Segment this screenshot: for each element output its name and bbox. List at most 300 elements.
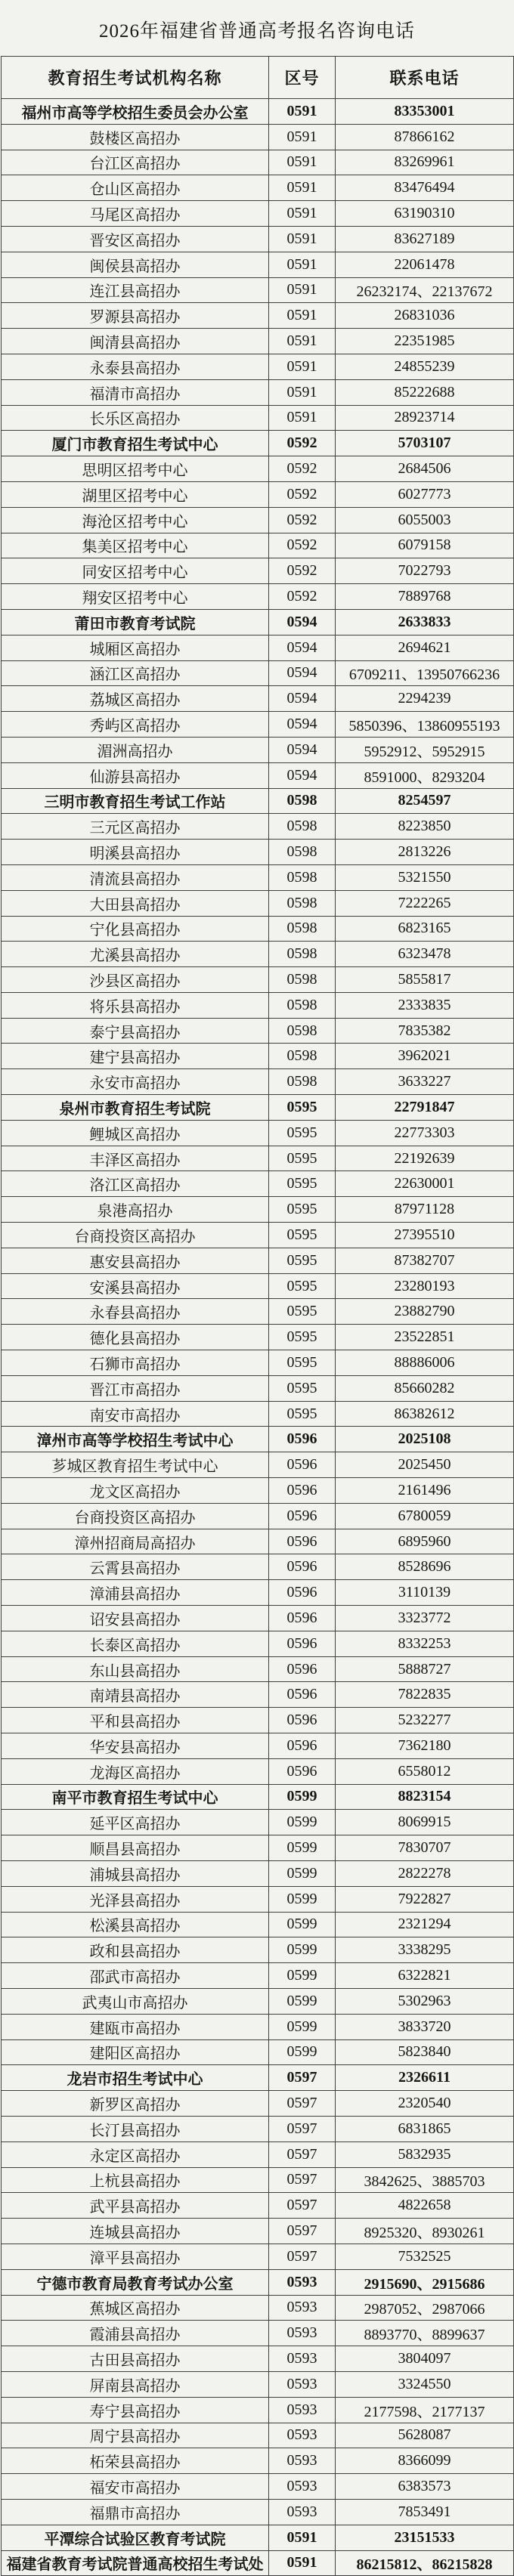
phone-cell: 7222265 [336, 890, 514, 916]
area-code-cell: 0599 [269, 1963, 336, 1989]
phone-cell: 8823154 [336, 1784, 514, 1810]
area-code-cell: 0594 [269, 712, 336, 738]
phone-cell: 83353001 [336, 99, 514, 125]
table-row [2, 762, 514, 788]
phone-cell: 23151533 [336, 2525, 514, 2550]
area-code-cell: 0596 [269, 1733, 336, 1759]
area-code-cell: 0596 [269, 1682, 336, 1708]
phone-cell: 3833720 [336, 2014, 514, 2039]
table-row [2, 814, 514, 840]
area-code-cell: 0598 [269, 840, 336, 865]
area-code-cell: 0593 [269, 2346, 336, 2372]
phone-cell: 4822658 [336, 2193, 514, 2219]
area-code-cell: 0598 [269, 992, 336, 1018]
area-code-cell: 0599 [269, 1784, 336, 1810]
phone-cell: 2915690、2915686 [336, 2269, 514, 2295]
area-code-cell: 0599 [269, 1886, 336, 1912]
org-name-cell: 晋安区高招办 [2, 226, 269, 252]
table-row [2, 1299, 514, 1325]
column-header-org: 教育招生考试机构名称 [2, 57, 269, 99]
area-code-cell: 0593 [269, 2397, 336, 2423]
org-name-cell: 宁德市教育局教育考试办公室 [2, 2269, 269, 2295]
area-code-cell: 0594 [269, 635, 336, 660]
area-code-cell: 0598 [269, 788, 336, 814]
phone-cell: 6895960 [336, 1529, 514, 1554]
table-row [2, 1069, 514, 1095]
phone-cell: 23522851 [336, 1325, 514, 1350]
phone-cell: 22791847 [336, 1095, 514, 1121]
org-name-cell: 将乐县高招办 [2, 992, 269, 1018]
area-code-cell: 0591 [269, 175, 336, 201]
phone-cell: 3324550 [336, 2371, 514, 2397]
org-name-cell: 德化县高招办 [2, 1325, 269, 1350]
phone-cell: 24855239 [336, 354, 514, 379]
area-code-cell: 0595 [269, 1146, 336, 1171]
org-name-cell: 福建省教育考试院普通高校招生考试处 [2, 2550, 269, 2576]
org-name-cell: 秀屿区高招办 [2, 712, 269, 738]
table-row [2, 2448, 514, 2474]
area-code-cell: 0591 [269, 303, 336, 329]
area-code-cell: 0592 [269, 481, 336, 507]
area-code-cell: 0592 [269, 431, 336, 456]
area-code-cell: 0591 [269, 379, 336, 405]
org-name-cell: 龙岩市招生考试中心 [2, 2065, 269, 2091]
table-row [2, 864, 514, 890]
phone-cell: 23882790 [336, 1299, 514, 1325]
area-code-cell: 0594 [269, 609, 336, 635]
org-name-cell: 上杭县高招办 [2, 2167, 269, 2193]
area-code-cell: 0598 [269, 864, 336, 890]
phone-cell: 86215812、86215828 [336, 2550, 514, 2576]
phone-cell: 7830707 [336, 1835, 514, 1861]
table-row [2, 1733, 514, 1759]
area-code-cell: 0592 [269, 533, 336, 558]
phone-cell: 22773303 [336, 1120, 514, 1146]
area-code-cell: 0595 [269, 1401, 336, 1427]
org-name-cell: 台商投资区高招办 [2, 1223, 269, 1248]
phone-cell: 7889768 [336, 584, 514, 610]
org-name-cell: 厦门市教育招生考试中心 [2, 431, 269, 456]
area-code-cell: 0591 [269, 99, 336, 125]
org-name-cell: 鲤城区高招办 [2, 1120, 269, 1146]
area-code-cell: 0597 [269, 2065, 336, 2091]
phone-cell: 5321550 [336, 864, 514, 890]
table-row [2, 1580, 514, 1606]
area-code-cell: 0591 [269, 354, 336, 379]
phone-cell: 5703107 [336, 431, 514, 456]
org-name-cell: 武平县高招办 [2, 2193, 269, 2219]
phone-cell: 5855817 [336, 967, 514, 993]
table-row [2, 2142, 514, 2167]
area-code-cell: 0591 [269, 150, 336, 175]
phone-cell: 85660282 [336, 1375, 514, 1401]
area-code-cell: 0599 [269, 1860, 336, 1886]
table-row [2, 2167, 514, 2193]
phone-cell: 3338295 [336, 1937, 514, 1963]
area-code-cell: 0593 [269, 2371, 336, 2397]
phone-cell: 83627189 [336, 226, 514, 252]
area-code-cell: 0591 [269, 201, 336, 227]
table-row [2, 1223, 514, 1248]
area-code-cell: 0592 [269, 584, 336, 610]
org-name-cell: 同安区招考中心 [2, 558, 269, 584]
org-name-cell: 建阳区高招办 [2, 2039, 269, 2065]
area-code-cell: 0598 [269, 1069, 336, 1095]
area-code-cell: 0596 [269, 1656, 336, 1682]
phone-cell: 8254597 [336, 788, 514, 814]
org-name-cell: 连江县高招办 [2, 277, 269, 303]
area-code-cell: 0591 [269, 277, 336, 303]
phone-cell: 2294239 [336, 686, 514, 712]
phone-cell: 7835382 [336, 1018, 514, 1044]
phone-cell: 3633227 [336, 1069, 514, 1095]
area-code-cell: 0595 [269, 1171, 336, 1197]
table-row [2, 942, 514, 967]
area-code-cell: 0598 [269, 1044, 336, 1069]
table-row [2, 840, 514, 865]
area-code-cell: 0596 [269, 1758, 336, 1784]
area-code-cell: 0593 [269, 2423, 336, 2448]
area-code-cell: 0591 [269, 124, 336, 150]
phone-cell: 3110139 [336, 1580, 514, 1606]
org-name-cell: 福安市高招办 [2, 2474, 269, 2500]
org-name-cell: 洛江区高招办 [2, 1171, 269, 1197]
phone-cell: 6027773 [336, 481, 514, 507]
area-code-cell: 0596 [269, 1529, 336, 1554]
phone-cell: 5952912、5952915 [336, 737, 514, 762]
org-name-cell: 政和县高招办 [2, 1937, 269, 1963]
area-code-cell: 0598 [269, 814, 336, 840]
table-row [2, 1656, 514, 1682]
org-name-cell: 邵武市高招办 [2, 1963, 269, 1989]
phone-table [1, 56, 514, 2576]
phone-cell: 22630001 [336, 1171, 514, 1197]
phone-cell: 8925320、8930261 [336, 2219, 514, 2244]
table-row [2, 1171, 514, 1197]
area-code-cell: 0599 [269, 2039, 336, 2065]
org-name-cell: 海沧区招考中心 [2, 507, 269, 533]
table-row [2, 226, 514, 252]
org-name-cell: 南靖县高招办 [2, 1682, 269, 1708]
phone-cell: 2161496 [336, 1478, 514, 1504]
area-code-cell: 0599 [269, 1835, 336, 1861]
table-row [2, 1401, 514, 1427]
phone-cell: 2987052、2987066 [336, 2295, 514, 2321]
org-name-cell: 台江区高招办 [2, 150, 269, 175]
table-row [2, 329, 514, 354]
phone-cell: 85222688 [336, 379, 514, 405]
page-title: 2026年福建省普通高考报名咨询电话 [98, 21, 415, 42]
table-row [2, 2193, 514, 2219]
org-name-cell: 平潭综合试验区教育考试院 [2, 2525, 269, 2550]
phone-cell: 5832935 [336, 2142, 514, 2167]
table-row [2, 1963, 514, 1989]
org-name-cell: 永春县高招办 [2, 1299, 269, 1325]
org-name-cell: 城厢区高招办 [2, 635, 269, 660]
table-row [2, 2346, 514, 2372]
table-row [2, 1860, 514, 1886]
table-row [2, 1708, 514, 1733]
table-row [2, 1912, 514, 1937]
phone-cell: 7922827 [336, 1886, 514, 1912]
phone-cell: 5823840 [336, 2039, 514, 2065]
org-name-cell: 龙文区高招办 [2, 1478, 269, 1504]
table-row [2, 967, 514, 993]
org-name-cell: 长泰区高招办 [2, 1631, 269, 1656]
area-code-cell: 0596 [269, 1708, 336, 1733]
org-name-cell: 仓山区高招办 [2, 175, 269, 201]
table-row [2, 124, 514, 150]
table-row [2, 2295, 514, 2321]
table-row [2, 2065, 514, 2091]
phone-cell: 8366099 [336, 2448, 514, 2474]
org-name-cell: 漳浦县高招办 [2, 1580, 269, 1606]
org-name-cell: 翔安区招考中心 [2, 584, 269, 610]
table-row [2, 303, 514, 329]
table-row [2, 533, 514, 558]
table-row [2, 737, 514, 762]
org-name-cell: 顺昌县高招办 [2, 1835, 269, 1861]
org-name-cell: 惠安县高招办 [2, 1248, 269, 1273]
phone-cell: 8893770、8899637 [336, 2321, 514, 2346]
org-name-cell: 闽清县高招办 [2, 329, 269, 354]
table-row [2, 507, 514, 533]
table-row [2, 584, 514, 610]
org-name-cell: 莆田市教育考试院 [2, 609, 269, 635]
table-row [2, 99, 514, 125]
area-code-cell: 0598 [269, 1018, 336, 1044]
phone-cell: 23280193 [336, 1273, 514, 1299]
org-name-cell: 南安市高招办 [2, 1401, 269, 1427]
area-code-cell: 0593 [269, 2448, 336, 2474]
area-code-cell: 0599 [269, 1988, 336, 2014]
phone-cell: 2326611 [336, 2065, 514, 2091]
org-name-cell: 福州市高等学校招生委员会办公室 [2, 99, 269, 125]
table-row [2, 916, 514, 942]
area-code-cell: 0599 [269, 2014, 336, 2039]
phone-cell: 6831865 [336, 2116, 514, 2142]
area-code-cell: 0593 [269, 2499, 336, 2525]
org-name-cell: 东山县高招办 [2, 1656, 269, 1682]
org-name-cell: 光泽县高招办 [2, 1886, 269, 1912]
area-code-cell: 0591 [269, 329, 336, 354]
phone-cell: 28923714 [336, 405, 514, 431]
area-code-cell: 0591 [269, 252, 336, 277]
org-name-cell: 马尾区高招办 [2, 201, 269, 227]
table-row [2, 1452, 514, 1478]
table-row [2, 1682, 514, 1708]
area-code-cell: 0592 [269, 558, 336, 584]
table-row [2, 2525, 514, 2550]
phone-cell: 2177598、2177137 [336, 2397, 514, 2423]
phone-cell: 5302963 [336, 1988, 514, 2014]
area-code-cell: 0597 [269, 2193, 336, 2219]
area-code-cell: 0598 [269, 942, 336, 967]
phone-cell: 7822835 [336, 1682, 514, 1708]
table-row [2, 1503, 514, 1529]
area-code-cell: 0598 [269, 967, 336, 993]
table-row [2, 890, 514, 916]
table-row [2, 405, 514, 431]
area-code-cell: 0591 [269, 2525, 336, 2550]
area-code-cell: 0596 [269, 1631, 336, 1656]
column-header-phone: 联系电话 [336, 57, 514, 99]
org-name-cell: 霞浦县高招办 [2, 2321, 269, 2346]
phone-cell: 83476494 [336, 175, 514, 201]
table-row [2, 277, 514, 303]
org-name-cell: 永泰县高招办 [2, 354, 269, 379]
table-row [2, 2039, 514, 2065]
table-row [2, 175, 514, 201]
phone-cell: 5232277 [336, 1708, 514, 1733]
org-name-cell: 安溪县高招办 [2, 1273, 269, 1299]
phone-cell: 7532525 [336, 2244, 514, 2269]
org-name-cell: 清流县高招办 [2, 864, 269, 890]
table-row [2, 201, 514, 227]
org-name-cell: 连城县高招办 [2, 2219, 269, 2244]
table-row [2, 1120, 514, 1146]
area-code-cell: 0593 [269, 2295, 336, 2321]
org-name-cell: 涵江区高招办 [2, 660, 269, 686]
table-row [2, 2321, 514, 2346]
table-body [2, 99, 514, 2576]
org-name-cell: 长乐区高招办 [2, 405, 269, 431]
table-header [2, 57, 514, 99]
phone-cell: 26831036 [336, 303, 514, 329]
table-row [2, 379, 514, 405]
area-code-cell: 0594 [269, 737, 336, 762]
phone-cell: 2694621 [336, 635, 514, 660]
area-code-cell: 0595 [269, 1120, 336, 1146]
table-row [2, 2397, 514, 2423]
area-code-cell: 0593 [269, 2321, 336, 2346]
table-row [2, 2014, 514, 2039]
table-row [2, 1273, 514, 1299]
area-code-cell: 0598 [269, 890, 336, 916]
org-name-cell: 仙游县高招办 [2, 762, 269, 788]
area-code-cell: 0595 [269, 1248, 336, 1273]
table-row [2, 1044, 514, 1069]
org-name-cell: 荔城区高招办 [2, 686, 269, 712]
table-row [2, 150, 514, 175]
phone-cell: 7362180 [336, 1733, 514, 1759]
org-name-cell: 福鼎市高招办 [2, 2499, 269, 2525]
table-row [2, 2116, 514, 2142]
phone-cell: 3323772 [336, 1606, 514, 1631]
org-name-cell: 福清市高招办 [2, 379, 269, 405]
area-code-cell: 0596 [269, 1606, 336, 1631]
phone-cell: 8528696 [336, 1554, 514, 1580]
area-code-cell: 0597 [269, 2244, 336, 2269]
phone-cell: 2025450 [336, 1452, 514, 1478]
org-name-cell: 古田县高招办 [2, 2346, 269, 2372]
org-name-cell: 三元区高招办 [2, 814, 269, 840]
org-name-cell: 漳州市高等学校招生考试中心 [2, 1427, 269, 1452]
phone-cell: 22192639 [336, 1146, 514, 1171]
table-row [2, 2269, 514, 2295]
table-row [2, 2474, 514, 2500]
phone-cell: 2813226 [336, 840, 514, 865]
org-name-cell: 永定区高招办 [2, 2142, 269, 2167]
table-row [2, 712, 514, 738]
table-row [2, 788, 514, 814]
area-code-cell: 0593 [269, 2269, 336, 2295]
phone-cell: 8069915 [336, 1810, 514, 1835]
org-name-cell: 芗城区教育招生考试中心 [2, 1452, 269, 1478]
table-row [2, 1248, 514, 1273]
org-name-cell: 湖里区招考中心 [2, 481, 269, 507]
area-code-cell: 0594 [269, 686, 336, 712]
table-row [2, 1529, 514, 1554]
phone-cell: 5628087 [336, 2423, 514, 2448]
org-name-cell: 尤溪县高招办 [2, 942, 269, 967]
phone-cell: 87866162 [336, 124, 514, 150]
org-name-cell: 石狮市高招办 [2, 1350, 269, 1376]
table-row [2, 1018, 514, 1044]
area-code-cell: 0595 [269, 1223, 336, 1248]
org-name-cell: 大田县高招办 [2, 890, 269, 916]
phone-cell: 6823165 [336, 916, 514, 942]
phone-cell: 2822278 [336, 1860, 514, 1886]
table-row [2, 1350, 514, 1376]
org-name-cell: 湄洲高招办 [2, 737, 269, 762]
phone-cell: 2333835 [336, 992, 514, 1018]
org-name-cell: 泰宁县高招办 [2, 1018, 269, 1044]
table-row [2, 1606, 514, 1631]
table-row [2, 1325, 514, 1350]
table-row [2, 1478, 514, 1504]
org-name-cell: 平和县高招办 [2, 1708, 269, 1733]
org-name-cell: 思明区招考中心 [2, 456, 269, 482]
area-code-cell: 0595 [269, 1325, 336, 1350]
org-name-cell: 诏安县高招办 [2, 1606, 269, 1631]
table-row [2, 252, 514, 277]
area-code-cell: 0599 [269, 1937, 336, 1963]
area-code-cell: 0596 [269, 1427, 336, 1452]
table-row [2, 1197, 514, 1223]
org-name-cell: 台商投资区高招办 [2, 1503, 269, 1529]
phone-cell: 87971128 [336, 1197, 514, 1223]
table-row [2, 481, 514, 507]
area-code-cell: 0597 [269, 2167, 336, 2193]
area-code-cell: 0591 [269, 226, 336, 252]
org-name-cell: 泉州市教育招生考试院 [2, 1095, 269, 1121]
phone-cell: 6323478 [336, 942, 514, 967]
phone-cell: 2684506 [336, 456, 514, 482]
table-row [2, 354, 514, 379]
org-name-cell: 晋江市高招办 [2, 1375, 269, 1401]
phone-cell: 6079158 [336, 533, 514, 558]
area-code-cell: 0592 [269, 507, 336, 533]
area-code-cell: 0594 [269, 660, 336, 686]
phone-cell: 7853491 [336, 2499, 514, 2525]
table-row [2, 1886, 514, 1912]
org-name-cell: 建宁县高招办 [2, 1044, 269, 1069]
table-row [2, 1146, 514, 1171]
area-code-cell: 0595 [269, 1350, 336, 1376]
area-code-cell: 0597 [269, 2116, 336, 2142]
org-name-cell: 龙海区高招办 [2, 1758, 269, 1784]
phone-cell: 5888727 [336, 1656, 514, 1682]
area-code-cell: 0597 [269, 2142, 336, 2167]
table-row [2, 1937, 514, 1963]
area-code-cell: 0593 [269, 2474, 336, 2500]
table-row [2, 558, 514, 584]
table-row [2, 686, 514, 712]
phone-cell: 87382707 [336, 1248, 514, 1273]
area-code-cell: 0597 [269, 2219, 336, 2244]
org-name-cell: 鼓楼区高招办 [2, 124, 269, 150]
